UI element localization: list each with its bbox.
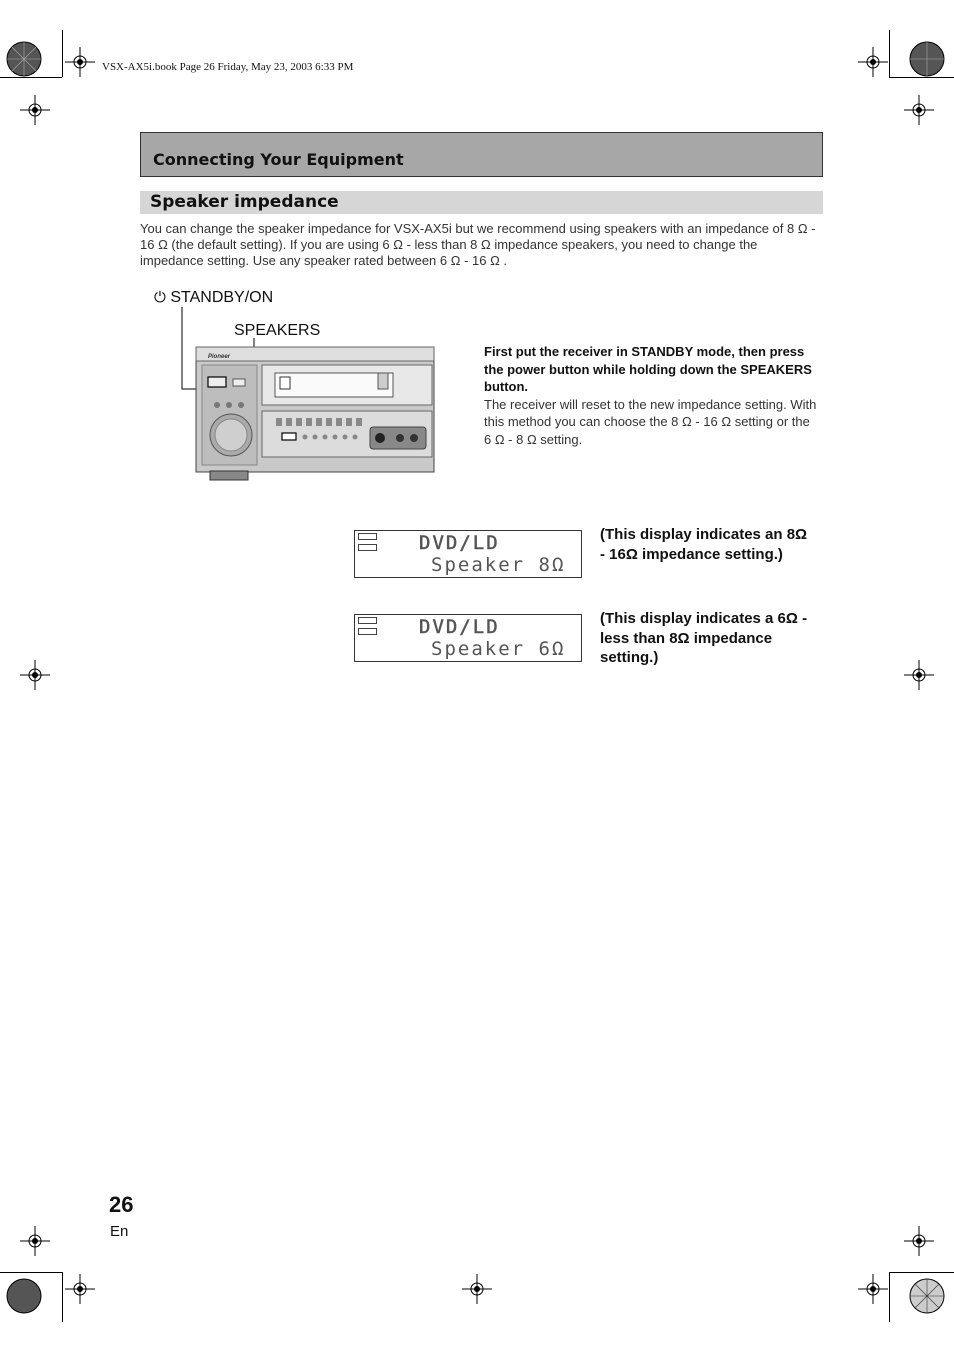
speakers-label: SPEAKERS — [234, 322, 321, 339]
crosshair-icon — [904, 1226, 934, 1256]
registration-circle-icon — [908, 40, 946, 78]
instruction-bold: First put the receiver in STANDBY mode, then press the power button while holding down the SPEAKERS button. — [484, 344, 812, 394]
display-caption-8ohm: (This display indicates an 8Ω - 16Ω impedance setting.) — [600, 526, 808, 563]
display-line-input: DVD/LD — [419, 532, 500, 554]
page-number: 26 — [109, 1192, 134, 1217]
receiver-figure — [150, 285, 440, 485]
section-title: Speaker impedance — [150, 192, 339, 212]
crosshair-icon — [65, 47, 95, 77]
chapter-header — [140, 132, 823, 177]
registration-circle-icon — [908, 1277, 946, 1315]
crosshair-icon — [20, 95, 50, 125]
instruction-text — [484, 343, 820, 448]
registration-circle-icon — [5, 40, 43, 78]
crosshair-icon — [858, 1274, 888, 1304]
instruction-normal: The receiver will reset to the new impedance setting. With this method you can choose the 8 Ω - 16 Ω setting or the 6 Ω - 8 Ω setting. — [484, 396, 817, 447]
display-line-input: DVD/LD — [419, 616, 500, 638]
receiver-front-panel — [150, 285, 440, 485]
display-line-speaker: Speaker 8Ω — [431, 554, 566, 576]
crosshair-icon — [858, 47, 888, 77]
standby-label: STANDBY/ON — [170, 289, 274, 306]
crosshair-icon — [20, 1226, 50, 1256]
book-info: VSX-AX5i.book Page 26 Friday, May 23, 2003 6:33 PM — [102, 61, 354, 73]
crosshair-icon — [904, 95, 934, 125]
intro-paragraph: You can change the speaker impedance for VSX-AX5i but we recommend using speakers with an impedance of 8 Ω - 16 Ω (the default setting). If you are using 6 Ω - less than 8 Ω impedance speakers, you need to change the impedance setting. Use any speaker rated between 6 Ω - 16 Ω . — [140, 221, 816, 268]
display-line-speaker: Speaker 6Ω — [431, 638, 566, 660]
front-display-6ohm — [354, 614, 582, 662]
crosshair-icon — [904, 660, 934, 690]
section-header — [140, 191, 823, 214]
svg-text:Pioneer: Pioneer — [208, 354, 231, 360]
crosshair-icon — [20, 660, 50, 690]
front-display-8ohm — [354, 530, 582, 578]
registration-circle-icon — [5, 1277, 43, 1315]
crosshair-icon — [65, 1274, 95, 1304]
display-caption-6ohm: (This display indicates a 6Ω - less than 8Ω impedance setting.) — [600, 610, 808, 666]
page-language: En — [110, 1223, 129, 1240]
crosshair-icon — [462, 1274, 492, 1304]
power-icon: ⏻ — [154, 289, 166, 306]
chapter-title: Connecting Your Equipment — [153, 150, 404, 169]
